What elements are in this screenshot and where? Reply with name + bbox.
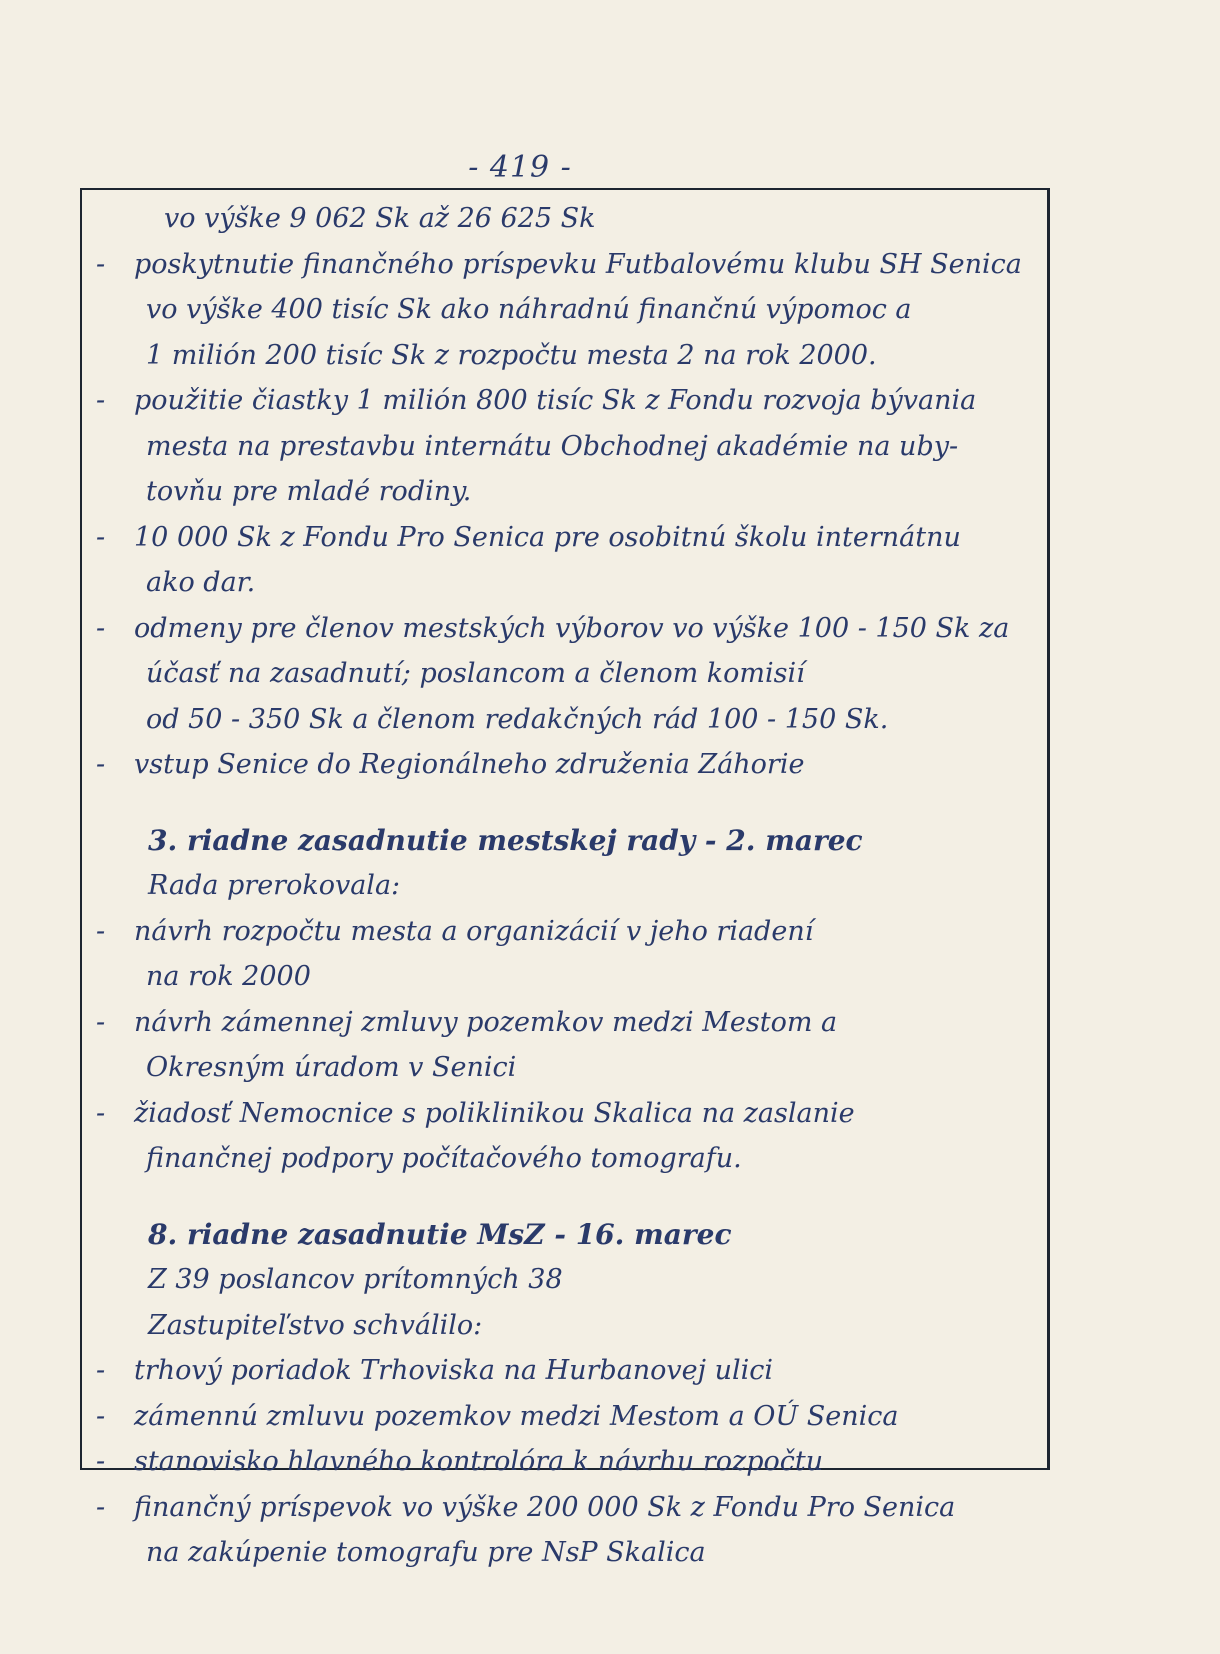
list-dash: - <box>96 248 106 280</box>
text-line <box>96 469 1046 515</box>
line-text: Okresným úradom v Senici <box>146 1052 517 1083</box>
line-text: návrh zámennej zmluvy pozemkov medzi Mestom a <box>134 1006 838 1038</box>
line-text: Zastupiteľstvo schválilo: <box>148 1309 483 1341</box>
text-line <box>96 515 1046 561</box>
text-line <box>96 333 1046 379</box>
line-text: tovňu pre mladé rodiny. <box>146 476 472 507</box>
list-dash: - <box>96 1446 106 1477</box>
text-line <box>96 1136 1046 1182</box>
line-text: vo výške 400 tisíc Sk ako náhradnú finančnú výpomoc a <box>146 294 912 325</box>
chronicle-text <box>96 196 1046 1576</box>
text-line <box>96 378 1046 424</box>
text-line <box>96 606 1046 652</box>
list-dash: - <box>96 1006 106 1038</box>
text-line <box>96 1257 1046 1303</box>
line-text: poskytnutie finančného príspevku Futbalovému klubu SH Senica <box>134 248 1022 280</box>
list-dash: - <box>96 1355 106 1386</box>
list-dash: - <box>96 749 106 780</box>
line-text: od 50 - 350 Sk a členom redakčných rád 100 - 150 Sk. <box>146 703 889 735</box>
section-gap <box>96 1182 1046 1212</box>
text-line <box>96 697 1046 743</box>
text-line <box>96 909 1046 955</box>
text-line <box>96 1045 1046 1091</box>
line-text: odmeny pre členov mestských výborov vo výške 100 - 150 Sk za <box>134 612 1010 644</box>
line-text: na zakúpenie tomografu pre NsP Skalica <box>146 1537 706 1568</box>
line-text: trhový poriadok Trhoviska na Hurbanovej ulici <box>134 1355 774 1386</box>
text-line <box>96 287 1046 333</box>
list-dash: - <box>96 1097 106 1129</box>
line-text: ako dar. <box>146 567 256 598</box>
text-line <box>96 242 1046 288</box>
text-line <box>96 742 1046 788</box>
text-line <box>96 1485 1046 1531</box>
line-text: stanovisko hlavného kontrolóra k návrhu rozpočtu <box>134 1446 824 1477</box>
line-text: finančný príspevok vo výške 200 000 Sk z Fondu Pro Senica <box>134 1491 956 1523</box>
line-text: finančnej podpory počítačového tomografu. <box>146 1143 742 1174</box>
text-line <box>96 1091 1046 1137</box>
line-text: Rada prerokovala: <box>148 870 401 901</box>
line-text: 10 000 Sk z Fondu Pro Senica pre osobitnú školu internátnu <box>134 521 961 553</box>
text-line <box>96 954 1046 1000</box>
text-line <box>96 196 1046 242</box>
list-dash: - <box>96 915 106 947</box>
list-dash: - <box>96 1400 106 1432</box>
text-line <box>96 1439 1046 1485</box>
section-heading <box>96 818 1046 864</box>
line-text: zámennú zmluvu pozemkov medzi Mestom a OÚ Senica <box>134 1400 899 1432</box>
list-dash: - <box>96 521 106 553</box>
text-line <box>96 1000 1046 1046</box>
line-text: 8. riadne zasadnutie MsZ - 16. marec <box>148 1217 732 1251</box>
text-line <box>96 1348 1046 1394</box>
list-dash: - <box>96 612 106 644</box>
list-dash: - <box>96 385 106 416</box>
page-number: - 419 - <box>468 150 572 185</box>
line-text: návrh rozpočtu mesta a organizácií v jeho riadení <box>134 915 814 947</box>
text-line <box>96 560 1046 606</box>
text-line <box>96 863 1046 909</box>
line-text: účasť na zasadnutí; poslancom a členom komisií <box>146 658 805 689</box>
text-line <box>96 1303 1046 1349</box>
line-text: 3. riadne zasadnutie mestskej rady - 2. marec <box>148 823 863 857</box>
text-line <box>96 1394 1046 1440</box>
line-text: mesta na prestavbu internátu Obchodnej akadémie na uby- <box>146 430 959 462</box>
line-text: použitie čiastky 1 milión 800 tisíc Sk z Fondu rozvoja bývania <box>134 385 977 416</box>
line-text: 1 milión 200 tisíc Sk z rozpočtu mesta 2 na rok 2000. <box>146 339 877 371</box>
text-line <box>96 651 1046 697</box>
text-line <box>96 1530 1046 1576</box>
line-text: vo výške 9 062 Sk až 26 625 Sk <box>164 203 596 234</box>
line-text: vstup Senice do Regionálneho združenia Záhorie <box>134 749 805 780</box>
list-dash: - <box>96 1491 106 1523</box>
line-text: žiadosť Nemocnice s poliklinikou Skalica na zaslanie <box>134 1097 855 1129</box>
text-line <box>96 424 1046 470</box>
section-heading <box>96 1212 1046 1258</box>
line-text: na rok 2000 <box>146 961 311 992</box>
section-gap <box>96 788 1046 818</box>
line-text: Z 39 poslancov prítomných 38 <box>148 1264 563 1295</box>
